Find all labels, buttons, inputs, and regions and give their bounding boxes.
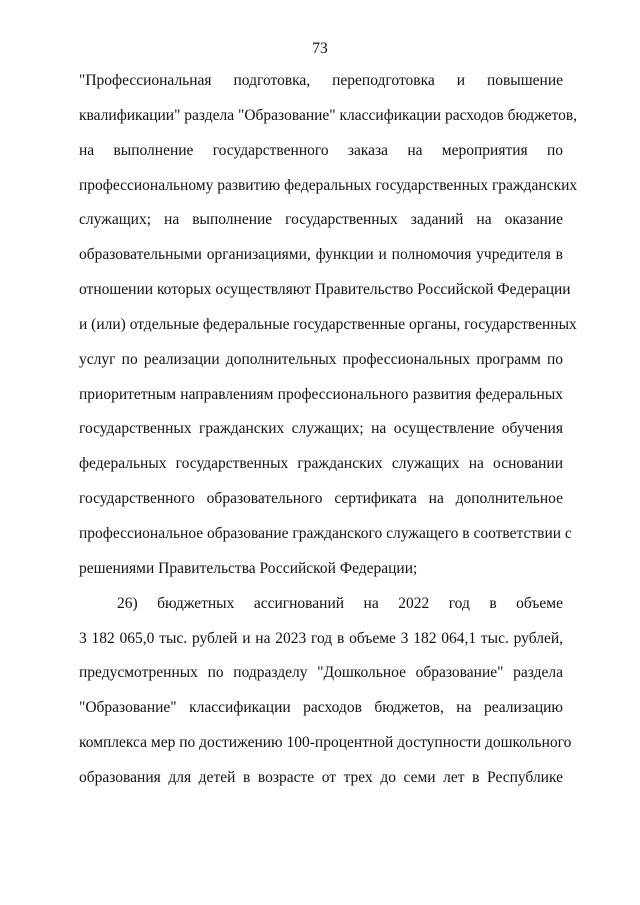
page-number: 73 (312, 40, 328, 57)
text-line: федеральных государственных гражданских служащих на основании (79, 455, 563, 473)
text-line: "Образование" классификации расходов бюджетов, на реализацию (79, 699, 563, 717)
text-line: решениями Правительства Российской Федерации; (79, 559, 418, 577)
text-line: 3 182 065,0 тыс. рублей и на 2023 год в объеме 3 182 064,1 тыс. рублей, (79, 629, 563, 647)
text-line: комплекса мер по достижению 100-процентной доступности дошкольного (79, 734, 572, 752)
document-body (79, 64, 578, 796)
text-line: 26) бюджетных ассигнований на 2022 год в объеме (117, 594, 563, 612)
text-line: образования для детей в возрасте от трех до семи лет в Республике (79, 768, 563, 786)
text-line: приоритетным направлениям профессионального развития федеральных (79, 385, 563, 403)
text-line: и (или) отдельные федеральные государственные органы, государственных (79, 315, 577, 333)
text-line: "Профессиональная подготовка, переподготовка и повышение (79, 72, 563, 89)
text-line: профессиональному развитию федеральных государственных гражданских (79, 176, 578, 194)
text-line: государственных гражданских служащих; на осуществление обучения (79, 420, 563, 438)
text-line: образовательными организациями, функции и полномочия учредителя в (79, 246, 563, 264)
text-line: профессиональное образование гражданского служащего в соответствии с (79, 524, 572, 542)
text-line: квалификации" раздела "Образование" классификации расходов бюджетов, (79, 106, 578, 124)
text-line: государственного образовательного сертификата на дополнительное (79, 490, 563, 508)
text-line: предусмотренных по подразделу "Дошкольное образование" раздела (79, 664, 563, 682)
text-line: служащих; на выполнение государственных заданий на оказание (79, 211, 563, 229)
text-line: отношении которых осуществляют Правительство Российской Федерации (79, 281, 571, 299)
text-line: на выполнение государственного заказа на мероприятия по (79, 141, 563, 159)
text-line: услуг по реализации дополнительных профессиональных программ по (79, 350, 563, 368)
